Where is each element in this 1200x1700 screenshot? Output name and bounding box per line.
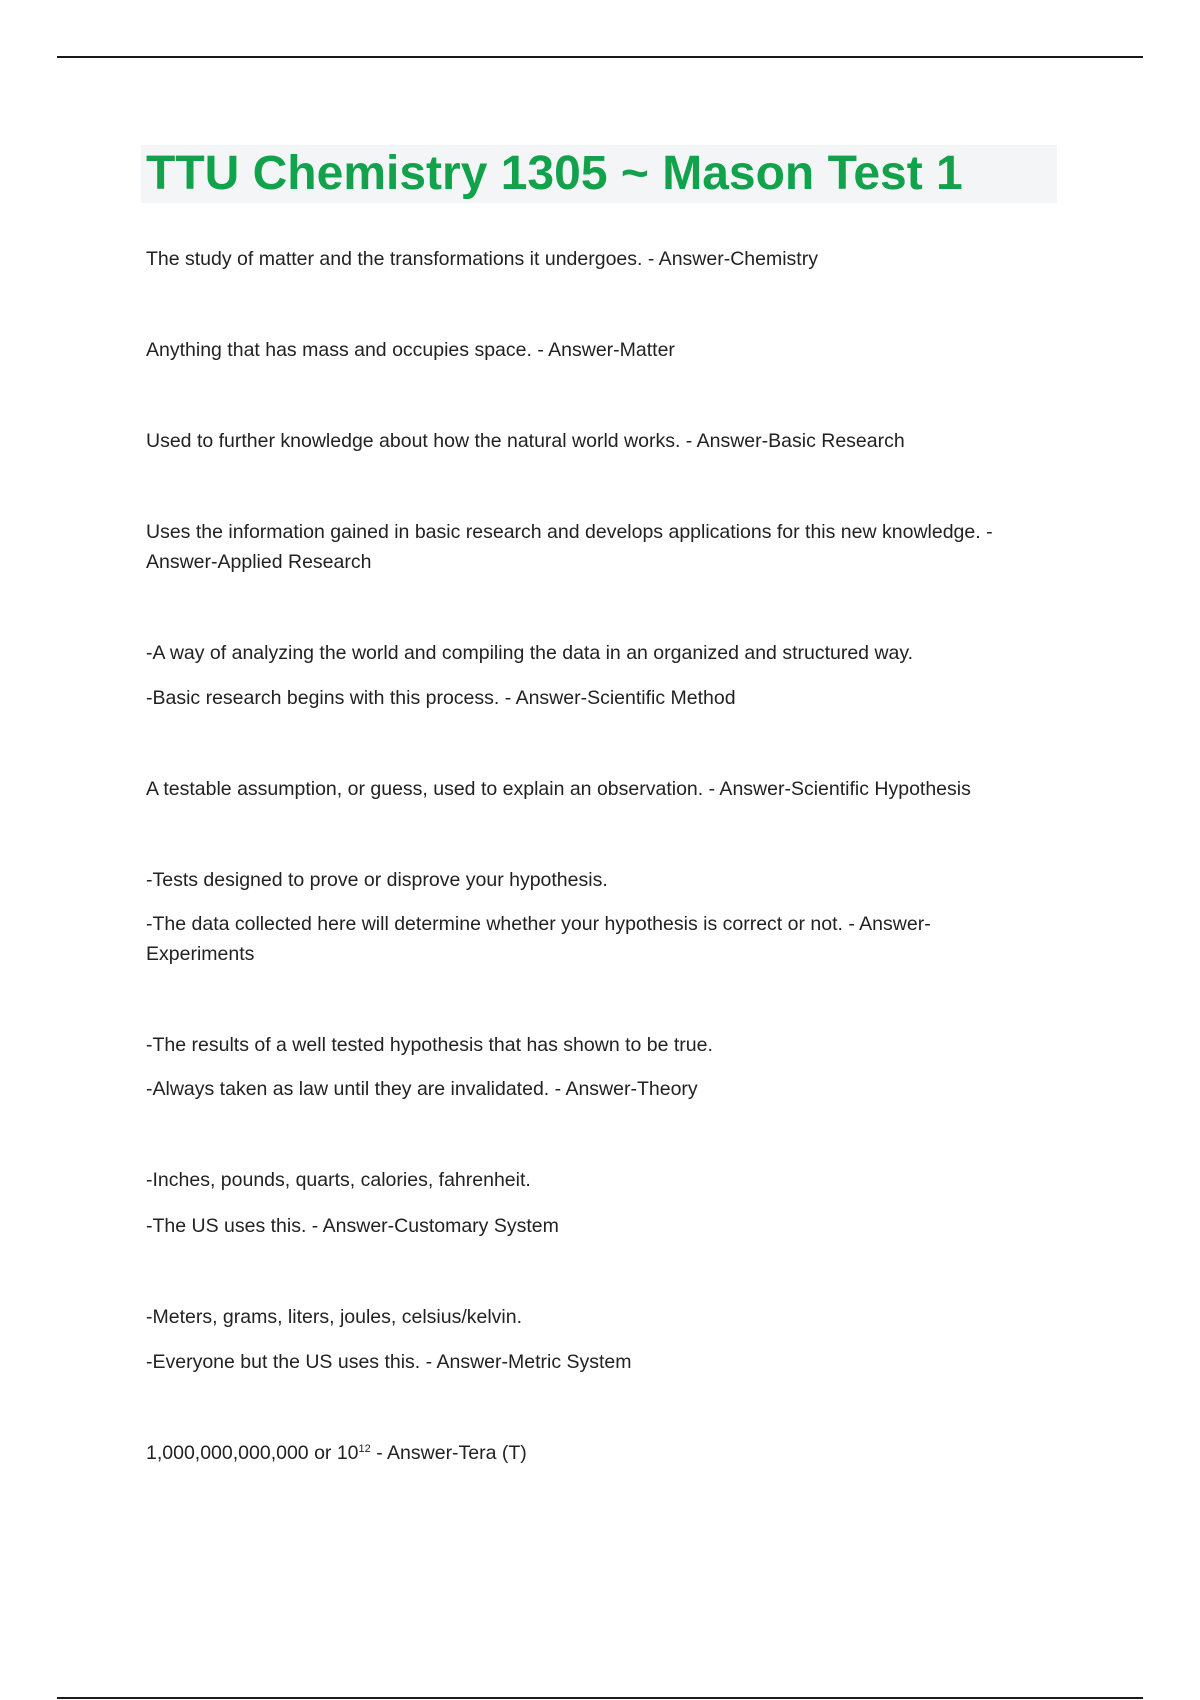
entry-4-line-1: Uses the information gained in basic research and develops applications for this new knowledge. - <box>146 521 993 543</box>
entry-10-line-1: -Meters, grams, liters, joules, celsius/kelvin. <box>146 1306 523 1328</box>
entry-5-line-1: -A way of analyzing the world and compiling the data in an organized and structured way. <box>146 642 914 664</box>
entry-1-line-1: The study of matter and the transformations it undergoes. - Answer-Chemistry <box>146 248 818 270</box>
entry-6-line-1: A testable assumption, or guess, used to explain an observation. - Answer-Scientific Hypothesis <box>146 778 971 800</box>
entry-11-answer: - Answer-Tera (T) <box>370 1442 527 1464</box>
bottom-rule <box>57 1697 1143 1699</box>
entry-2-line-1: Anything that has mass and occupies space. - Answer-Matter <box>146 339 675 361</box>
entry-7-line-1: -Tests designed to prove or disprove your hypothesis. <box>146 869 608 891</box>
entry-8-line-2: -Always taken as law until they are invalidated. - Answer-Theory <box>146 1078 698 1100</box>
entry-11-number: 1,000,000,000,000 or 10 <box>146 1442 359 1464</box>
entry-11-line-1 <box>146 1438 527 1468</box>
entry-11-exponent: 12 <box>358 1443 371 1455</box>
entry-7-line-2: -The data collected here will determine whether your hypothesis is correct or not. - Answer- <box>146 913 931 935</box>
top-rule <box>57 56 1143 58</box>
entry-7-line-3: Experiments <box>146 943 255 965</box>
entry-5-line-2: -Basic research begins with this process. - Answer-Scientific Method <box>146 687 736 709</box>
entry-10-line-2: -Everyone but the US uses this. - Answer-Metric System <box>146 1351 632 1373</box>
entry-4-line-2: Answer-Applied Research <box>146 551 372 573</box>
entry-3-line-1: Used to further knowledge about how the natural world works. - Answer-Basic Research <box>146 430 905 452</box>
entry-9-line-2: -The US uses this. - Answer-Customary System <box>146 1215 559 1237</box>
entry-9-line-1: -Inches, pounds, quarts, calories, fahrenheit. <box>146 1169 531 1191</box>
entry-8-line-1: -The results of a well tested hypothesis that has shown to be true. <box>146 1034 713 1056</box>
page-title: TTU Chemistry 1305 ~ Mason Test 1 <box>146 147 963 200</box>
